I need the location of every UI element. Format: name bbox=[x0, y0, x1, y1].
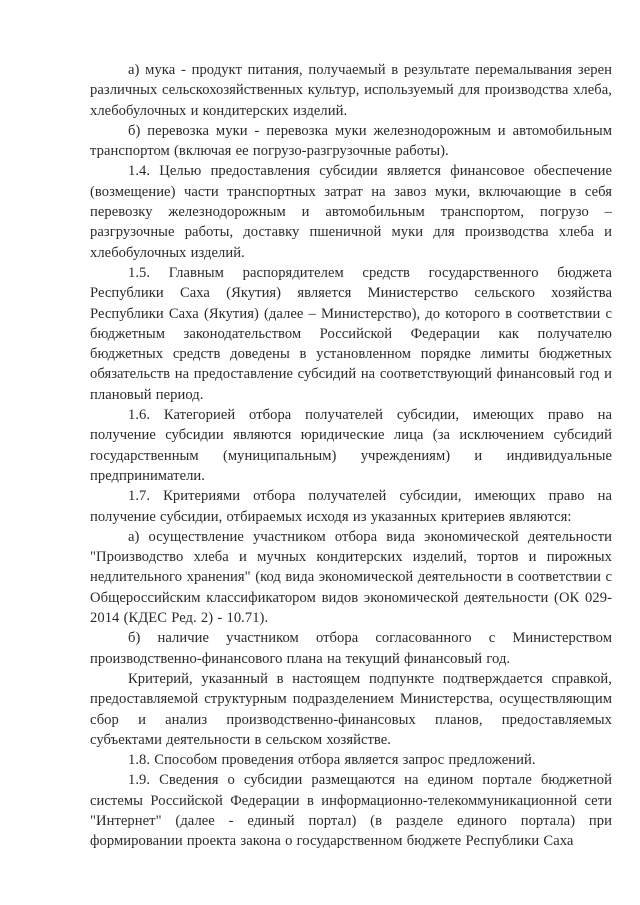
paragraph-1-7-criteria: 1.7. Критериями отбора получателей субсидии, имеющих право на получение субсидии, отбираемых исходя из указанных критериев являются: bbox=[90, 488, 612, 525]
paragraph-1-9-information: 1.9. Сведения о субсидии размещаются на едином портале бюджетной системы Российской Федерации в информационно-телекоммуникационной сети "Интернет" (далее - единый портал) (в разделе единого портала) при формировании проекта закона о государственном бюджете Республики Саха bbox=[90, 772, 612, 850]
paragraph-criterion-b: б) наличие участником отбора согласованного с Министерством производственно-финансового плана на текущий финансовый год. bbox=[90, 630, 612, 667]
paragraph-1-5-main-administrator: 1.5. Главным распорядителем средств государственного бюджета Республики Саха (Якутия) является Министерство сельского хозяйства Республики Саха (Якутия) (далее – Министерство), до которого в соответствии с бюджетным законодательством Российской Федерации как получателю бюджетных средств доведены в установленном порядке лимиты бюджетных обязательств на предоставление субсидий на соответствующий финансовый год и плановый период. bbox=[90, 264, 612, 403]
paragraph-flour-definition: а) мука - продукт питания, получаемый в результате перемалывания зерен различных сельскохозяйственных культур, используемый для производства хлеба, хлебобулочных и кондитерских изделий. bbox=[90, 62, 612, 119]
paragraph-flour-transport-definition: б) перевозка муки - перевозка муки железнодорожным и автомобильным транспортом (включая ее погрузо-разгрузочные работы). bbox=[90, 122, 612, 160]
paragraph-1-6-category: 1.6. Категорией отбора получателей субсидии, имеющих право на получение субсидии являются юридические лица (за исключением субсидий государственным (муниципальным) учреждениям) и индивидуальные предприниматели. bbox=[90, 407, 612, 484]
paragraph-1-4-purpose: 1.4. Целью предоставления субсидии является финансовое обеспечение (возмещение) части транспортных затрат на завоз муки, включающие в себя перевозку железнодорожным и автомобильным транспортом, погрузо – разгрузочные работы, доставку пшеничной муки для производства хлеба и хлебобулочных изделий. bbox=[90, 163, 612, 261]
paragraph-criterion-a: а) осуществление участником отбора вида экономической деятельности "Производство хлеба и мучных кондитерских изделий, тортов и пирожных недлительного хранения" (код вида экономической деятельности в соответствии с Общероссийским классификатором видов экономической деятельности (ОК 029-2014 (КДЕС Ред. 2) - 10.71). bbox=[90, 528, 612, 627]
paragraph-1-8-method: 1.8. Способом проведения отбора является запрос предложений. bbox=[128, 752, 536, 769]
paragraph-criterion-confirmation: Критерий, указанный в настоящем подпункте подтверждается справкой, предоставляемой структурным подразделением Министерства, осуществляющим сбор и анализ производственно-финансовых планов, предоставляемых субъектами деятельности в сельском хозяйстве. bbox=[90, 670, 612, 748]
document-body bbox=[90, 60, 612, 852]
